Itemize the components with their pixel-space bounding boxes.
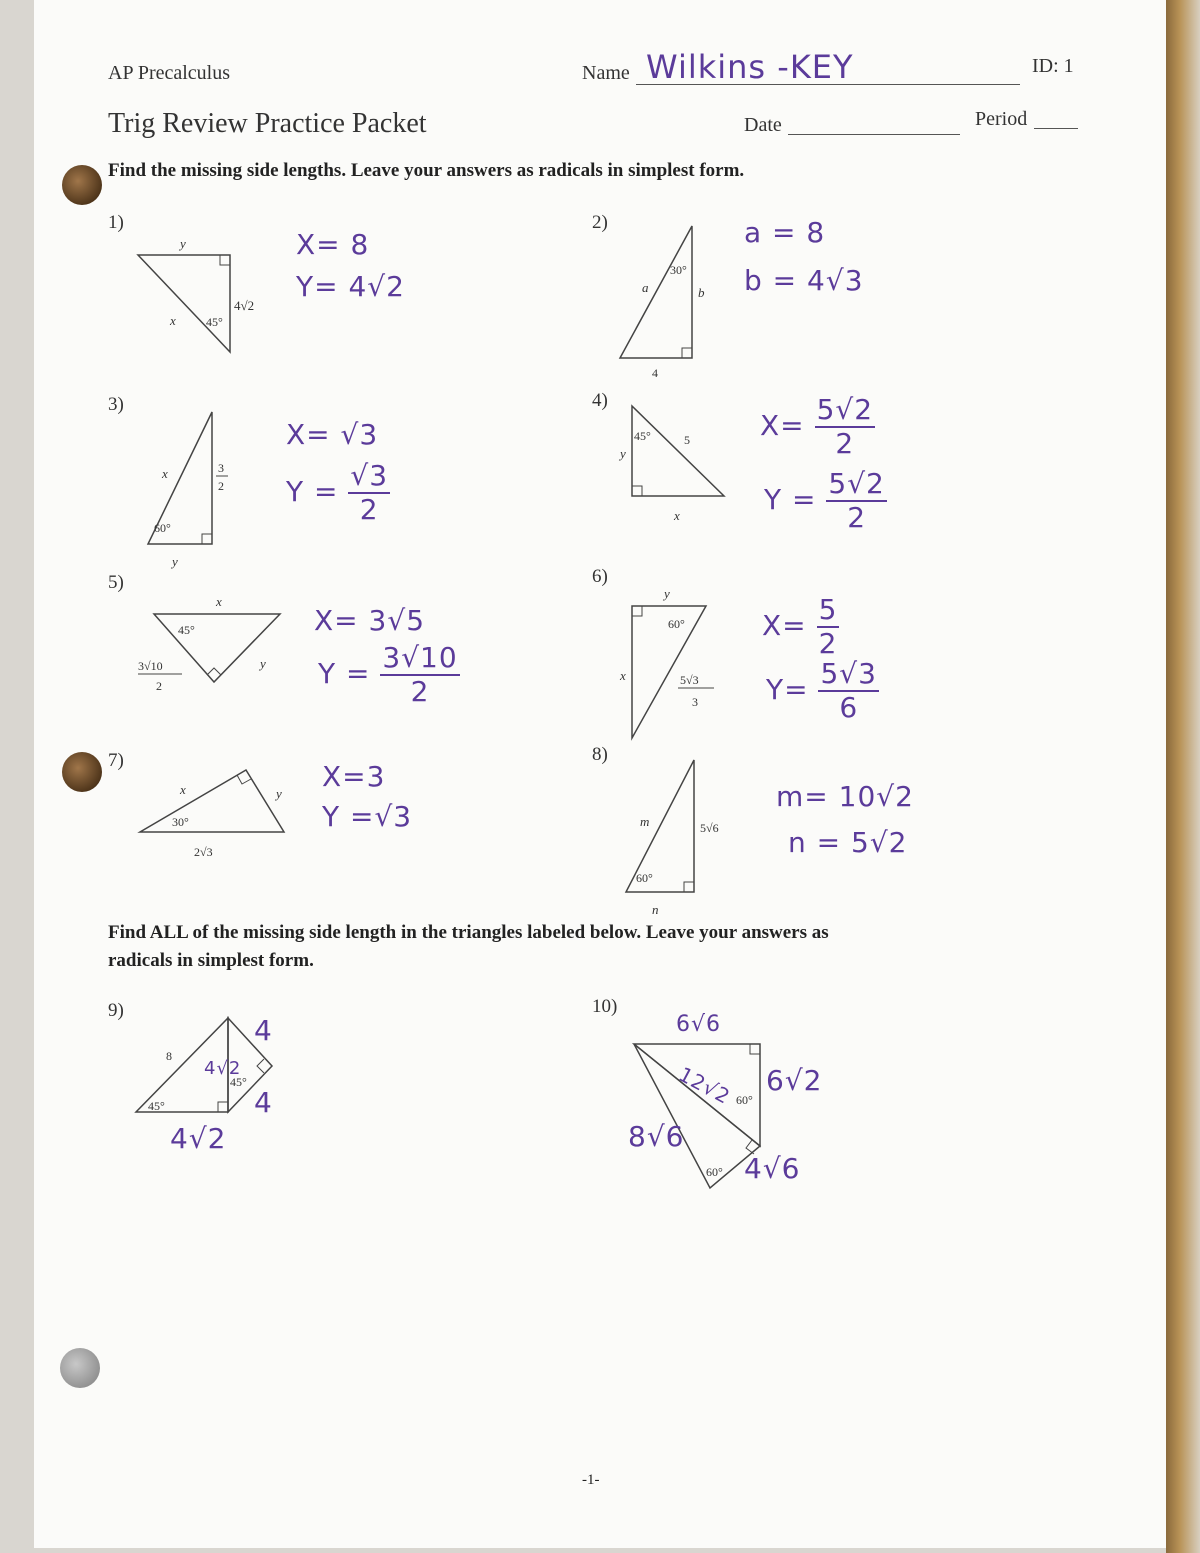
label-x: x <box>216 594 222 609</box>
section2-instruction-line2: radicals in simplest form. <box>108 950 314 971</box>
label-side-den: 3 <box>692 695 698 709</box>
date-line <box>788 134 960 135</box>
label-side-den: 2 <box>218 479 224 493</box>
label-base: 4 <box>652 366 658 380</box>
label-side-num: 3√10 <box>138 659 163 673</box>
period-label: Period <box>975 108 1028 130</box>
triangle-figure <box>610 222 720 382</box>
problem-number: 10) <box>592 996 618 1017</box>
answer-side: 8√6 <box>628 1120 685 1153</box>
section1-instruction: Find the missing side lengths. Leave your answers as radicals in simplest form. <box>108 160 745 181</box>
answer-x: X=3 <box>322 760 386 793</box>
label-angle: 60° <box>706 1165 723 1179</box>
triangle-figure <box>614 588 744 748</box>
triangle-figure <box>614 756 754 920</box>
answer-x: X= √3 <box>286 418 379 451</box>
label-n: n <box>652 902 659 917</box>
answer-y: Y = $\frac{5√2}{2}$ <box>764 467 885 534</box>
label-given: 8 <box>166 1049 172 1063</box>
label-y: y <box>620 446 626 461</box>
triangle-figure <box>130 764 300 874</box>
date-label: Date <box>744 114 782 136</box>
punch-hole <box>60 1348 100 1388</box>
label-angle: 45° <box>148 1099 165 1113</box>
problem-number: 3) <box>108 394 124 415</box>
page-number: -1- <box>582 1472 600 1488</box>
label-angle: 60° <box>736 1093 753 1107</box>
label-b: b <box>698 285 705 300</box>
answer-b: b = 4√3 <box>744 264 864 297</box>
label-x: x <box>170 313 176 328</box>
problem-number: 8) <box>592 744 608 765</box>
label-a: a <box>642 280 649 295</box>
answer-side: 4 <box>254 1086 273 1119</box>
answer-side: 4√2 <box>204 1058 242 1079</box>
punch-hole <box>62 752 102 792</box>
label-angle: 60° <box>636 871 653 885</box>
label-side: 4√2 <box>234 298 255 313</box>
label-base: 2√3 <box>194 845 213 859</box>
answer-y: Y = $\frac{√3}{2}$ <box>286 459 389 526</box>
label-side-num: 3 <box>218 461 224 475</box>
label-side: 5√6 <box>700 821 719 835</box>
answer-m: m= 10√2 <box>776 780 914 813</box>
triangle-figure <box>130 590 300 700</box>
label-angle: 30° <box>172 815 189 829</box>
label-x: x <box>674 508 680 523</box>
answer-x: X= $\frac{5}{2}$ <box>762 593 838 660</box>
answer-x: X= $\frac{5√2}{2}$ <box>760 393 874 460</box>
answer-n: n = 5√2 <box>788 826 908 859</box>
answer-side: 6√6 <box>676 1012 722 1037</box>
answer-side: 4 <box>254 1014 273 1047</box>
answer-y: Y = $\frac{3√10}{2}$ <box>318 641 458 708</box>
label-angle: 60° <box>668 617 685 631</box>
id-label: ID: 1 <box>1032 55 1074 77</box>
answer-y: Y= 4√2 <box>296 270 405 303</box>
answer-y: Y =√3 <box>322 800 413 833</box>
answer-x: X= 8 <box>296 228 370 261</box>
binder-edge <box>1166 0 1200 1553</box>
problem-number: 5) <box>108 572 124 593</box>
label-angle: 30° <box>670 263 687 277</box>
punch-hole <box>62 165 102 205</box>
triangle-figure <box>130 236 270 360</box>
label-angle: 60° <box>154 521 171 535</box>
label-hyp: 5 <box>684 433 690 447</box>
label-angle: 45° <box>178 623 195 637</box>
answer-side: 4√6 <box>744 1152 801 1185</box>
page-title: Trig Review Practice Packet <box>108 108 427 139</box>
label-angle: 45° <box>206 315 223 329</box>
answer-y: Y= $\frac{5√3}{6}$ <box>766 657 877 724</box>
problem-number: 7) <box>108 750 124 771</box>
label-angle: 45° <box>634 429 651 443</box>
label-y: y <box>172 554 178 569</box>
section2-instruction: Find ALL of the missing side length in the triangles labeled below. Leave your answers as <box>108 922 829 943</box>
period-line <box>1034 128 1078 129</box>
problem-number: 9) <box>108 1000 124 1021</box>
label-side-num: 5√3 <box>680 673 699 687</box>
label-x: x <box>162 466 168 481</box>
answer-side: 12√2 <box>674 1062 735 1109</box>
problem-number: 6) <box>592 566 608 587</box>
label-y: y <box>276 786 282 801</box>
label-angle: 45° <box>230 1075 247 1089</box>
name-label: Name <box>582 62 630 84</box>
answer-x: X= 3√5 <box>314 604 426 637</box>
label-y: y <box>260 656 266 671</box>
label-x: x <box>180 782 186 797</box>
problem-number: 4) <box>592 390 608 411</box>
label-m: m <box>640 814 650 829</box>
student-name: Wilkins -KEY <box>646 48 854 86</box>
answer-side: 6√2 <box>766 1064 823 1097</box>
answer-a: a = 8 <box>744 216 826 249</box>
problem-number: 1) <box>108 212 124 233</box>
problem-number: 2) <box>592 212 608 233</box>
course-name: AP Precalculus <box>108 62 231 84</box>
label-x: x <box>620 668 626 683</box>
label-y: y <box>664 586 670 601</box>
triangle-figure <box>614 400 744 530</box>
triangle-figure <box>140 408 240 568</box>
answer-side: 4√2 <box>170 1122 227 1155</box>
label-y: y <box>180 236 186 251</box>
label-side-den: 2 <box>156 679 162 693</box>
